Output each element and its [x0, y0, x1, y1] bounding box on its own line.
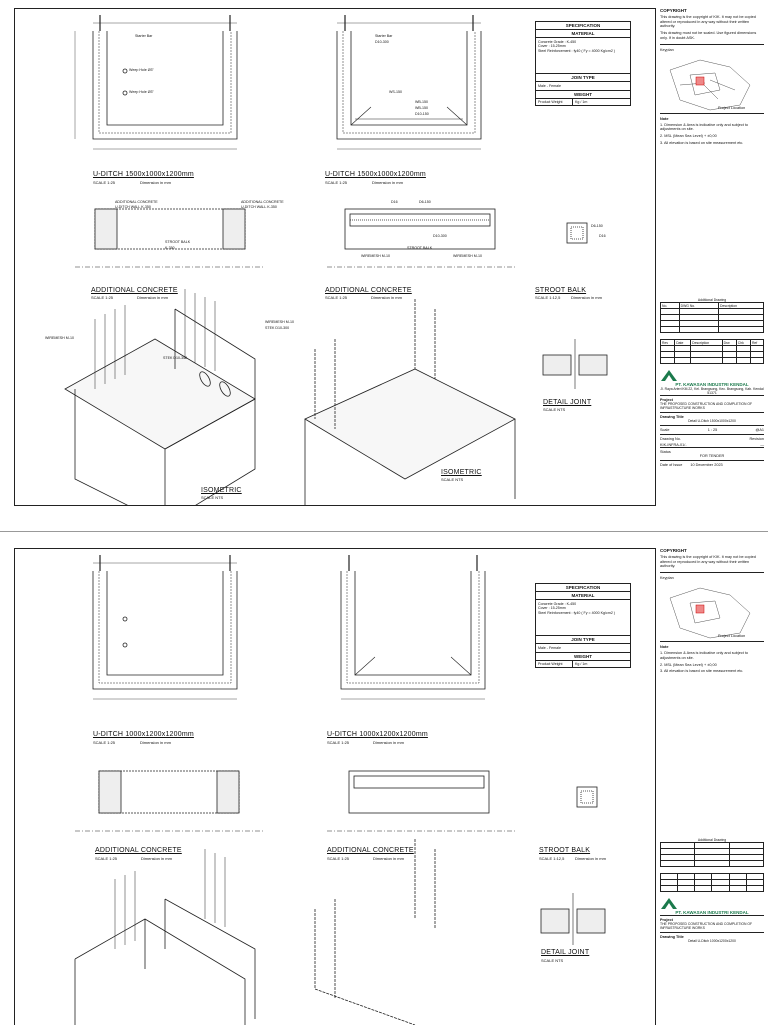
drawing-title: ADDITIONAL CONCRETE	[91, 287, 178, 294]
col-header: Description	[719, 303, 764, 309]
annotation-label: WS-150	[389, 90, 402, 94]
field-label: Scale	[660, 428, 670, 432]
spec-steel-label: Steel Reinforcement	[538, 48, 571, 53]
col-header: Description	[691, 340, 722, 346]
note-item: 1. Dimension & Area is indicative only and subject to adjustments on site.	[660, 122, 749, 132]
note-heading: Note	[660, 645, 669, 650]
spec-weight-row	[536, 661, 630, 667]
spec-steel-label: Steel Reinforcement	[538, 610, 571, 615]
spec-material-body: Concrete Grade : K-450 Cover : 15-25mm Steel Reinforcement : fy40 ( Fy = 4000 Kg/cm2 )	[536, 600, 630, 636]
spec-steel-value: fy40 ( Fy = 4000 Kg/cm2 )	[573, 610, 616, 615]
copyright-heading: COPYRIGHT	[660, 548, 687, 553]
field-value: —	[760, 443, 764, 447]
company-name: PT. KAWASAN INDUSTRI KENDAL	[675, 910, 749, 915]
spec-weight-label: Product Weight	[536, 99, 573, 105]
drawing-scale: SCALE 1:25	[325, 180, 348, 185]
copyright-text: This drawing is the copyright of KIK. It may not be copied altered or reproduced in any way without their written authority.	[660, 555, 756, 569]
project-location-label: Project Location	[718, 105, 746, 110]
note-heading: Note	[660, 116, 669, 121]
field-label: Status	[660, 450, 671, 454]
annotation-label: D10-300	[375, 40, 389, 44]
drawing-units: Dimension in mm	[141, 856, 172, 861]
annotation-label: Weep Hole Ø3"	[129, 90, 154, 94]
drawing-no-field	[660, 434, 764, 443]
field-value: FOR TENDER	[699, 454, 725, 458]
additional-drawing-grid	[660, 842, 764, 867]
spec-concrete-value: K-450	[566, 602, 577, 606]
spec-concrete-label: Concrete Grade	[538, 602, 564, 606]
drawing-title: U-DITCH 1000x1200x1200mm	[327, 731, 428, 738]
project-location-label: Project Location	[718, 634, 746, 639]
divider	[660, 44, 764, 45]
drawing-scale: SCALE 1:25	[91, 295, 114, 300]
drawing-title: DETAIL JOINT	[543, 399, 592, 406]
spec-title: SPECIFICATION	[536, 22, 630, 30]
spec-cover-label: Cover	[538, 44, 548, 49]
note-item: 3. All elevation is based on site measurement etc.	[660, 669, 744, 674]
spec-cover-value: 15-25mm	[550, 606, 566, 611]
company-name: PT. KAWASAN INDUSTRI KENDAL	[675, 382, 749, 387]
drawing-scale: SCALE 1:25	[325, 295, 348, 300]
drawing-units: Dimension in mm	[372, 180, 403, 185]
company-logo-icon	[660, 368, 678, 382]
drawing-scale: SCALE 1:12,5	[539, 856, 565, 861]
drawing-scale: SCALE NTS	[441, 477, 464, 482]
additional-drawing-table	[660, 838, 764, 945]
note-item: 2. MSL (Mean Sea Level) + ±0,00	[660, 134, 717, 139]
drawing-sheet-2	[14, 548, 656, 1025]
drawing-title-field	[660, 932, 764, 945]
copyright-text-2: This drawing must not be scaled. Use figured dimensions only. If in doubt ASK.	[660, 31, 757, 40]
revision-table	[660, 339, 764, 364]
annotation-label: WB-150	[415, 100, 428, 104]
field-value: 10 December 2023	[690, 463, 723, 467]
col-header: Drw	[722, 340, 736, 346]
spec-weight-value: Kg / 1m	[575, 662, 588, 667]
title-block-2	[660, 548, 764, 1024]
divider	[660, 572, 764, 573]
project-field	[660, 395, 764, 412]
drawing-units: Dimension in mm	[137, 295, 168, 300]
spec-cover-label: Cover	[538, 606, 548, 611]
drawing-title: ISOMETRIC	[441, 469, 482, 476]
field-label: Drawing No.	[660, 437, 681, 441]
spec-concrete-value: K-450	[566, 40, 577, 44]
keyplan-heading: Keyplan	[660, 576, 674, 581]
spec-cover-value: 15-25mm	[550, 44, 566, 49]
drawing-title: ADDITIONAL CONCRETE	[95, 847, 182, 854]
status-field	[660, 447, 764, 460]
col-header: Chk	[736, 340, 750, 346]
revision-table	[660, 873, 764, 892]
drawing-title: U-DITCH 1500x1000x1200mm	[325, 171, 426, 178]
field-label: Project	[660, 918, 673, 922]
annotation-label: WIREMESH M-10	[361, 254, 390, 258]
annotation-label: WB-150	[415, 106, 428, 110]
drawing-scale: SCALE 1:25	[327, 740, 350, 745]
company-address: Jl. Raya Arteri KM.22, Kel. Brangsong, Kec. Brangsong, Kab. Kendal 51371	[660, 387, 764, 395]
field-label: Date of Issue	[660, 463, 683, 467]
annotation-label: STROOT BALK	[407, 246, 433, 250]
spec-material: MATERIAL	[536, 30, 630, 38]
annotation-label: D16	[599, 234, 606, 238]
col-header: Date	[675, 340, 691, 346]
field-label: Drawing Title	[660, 415, 684, 419]
additional-drawing-heading: Additional Drawing	[697, 838, 727, 842]
col-header: Rev	[661, 340, 675, 346]
drawing-scale: SCALE NTS	[541, 958, 564, 963]
drawing-title: ISOMETRIC	[201, 487, 242, 494]
field-value: Detail U-Ditch 1000x1200x1200	[688, 939, 736, 943]
issue-field	[660, 460, 764, 469]
annotation-label: ADDITIONAL CONCRETE	[241, 200, 284, 204]
field-value: KIK-INFRA-01/-	[660, 443, 687, 447]
field-value: @A1	[755, 428, 764, 432]
title-block-1	[660, 8, 764, 518]
annotation-label: D16	[391, 200, 398, 204]
annotation-label: D6-150	[419, 200, 431, 204]
annotation-label: WIREMESH M-10	[265, 320, 294, 324]
company-logo-icon	[660, 896, 678, 910]
spec-join-title: JOIN TYPE	[536, 636, 630, 644]
spec-steel-value: fy40 ( Fy = 4000 Kg/cm2 )	[573, 48, 616, 53]
drawing-scale: SCALE 1:25	[93, 180, 116, 185]
drawing-units: Dimension in mm	[373, 856, 404, 861]
annotation-label: STEK D10-300	[265, 326, 290, 330]
drawing-scale: SCALE 1:12,5	[535, 295, 561, 300]
drawing-title-field	[660, 412, 764, 425]
drawing-title: STROOT BALK	[539, 847, 591, 854]
drawing-scale: SCALE 1:25	[93, 740, 116, 745]
spec-join-value: Male - Female	[536, 82, 630, 91]
drawing-title: ADDITIONAL CONCRETE	[325, 287, 412, 294]
drawing-units: Dimension in mm	[373, 740, 404, 745]
keyplan-heading: Keyplan	[660, 47, 674, 52]
col-header: DWG No.	[679, 303, 718, 309]
drawing-title: U-DITCH 1000x1200x1200mm	[93, 731, 194, 738]
drawing-scale: SCALE 1:25	[327, 856, 350, 861]
drawing-units: Dimension in mm	[571, 295, 602, 300]
annotation-label: D10-150	[415, 112, 429, 116]
field-value: THE PROPOSED CONSTRUCTION AND COMPLETION OF INFRASTRUCTURE WORKS	[660, 402, 753, 410]
col-header: No.	[661, 303, 680, 309]
spec-weight-title: WEIGHT	[536, 91, 630, 99]
annotation-label: Starter Bar	[375, 34, 393, 38]
drawing-units: Dimension in mm	[575, 856, 606, 861]
note-item: 2. MSL (Mean Sea Level) + ±0,00	[660, 662, 717, 667]
note-item: 3. All elevation is based on site measurement etc.	[660, 140, 744, 145]
spec-material-body: Concrete Grade : K-450 Cover : 15-25mm Steel Reinforcement : fy40 ( Fy = 4000 Kg/cm2 )	[536, 38, 630, 74]
drawing-title: DETAIL JOINT	[541, 949, 590, 956]
company-logo	[660, 896, 764, 910]
annotation-label: U-DITCH WALL K-350	[115, 205, 151, 209]
annotation-label: STEK D10-300	[163, 356, 188, 360]
specification-table	[535, 583, 631, 668]
spec-title: SPECIFICATION	[536, 584, 630, 592]
col-header: Ref	[750, 340, 763, 346]
additional-drawing-grid	[660, 302, 764, 333]
specification-table	[535, 21, 631, 106]
field-value: Detail U-Ditch 1500x1000x1200	[688, 419, 736, 423]
sheet-separator	[0, 531, 768, 532]
annotation-label: U-DITCH WALL K-350	[241, 205, 277, 209]
drawing-scale: SCALE 1:25	[95, 856, 118, 861]
spec-concrete-label: Concrete Grade	[538, 40, 564, 44]
annotation-label: ADDITIONAL CONCRETE	[115, 200, 158, 204]
spec-join-value: Male - Female	[536, 644, 630, 653]
drawing-title: STROOT BALK	[535, 287, 587, 294]
copyright-text: This drawing is the copyright of KIK. It may not be copied altered or reproduced in any way without their written authority.	[660, 15, 756, 29]
drawing-scale: SCALE NTS	[543, 407, 566, 412]
project-field	[660, 915, 764, 932]
additional-drawing-heading: Additional Drawing	[697, 298, 727, 302]
annotation-label: K-350	[165, 246, 175, 250]
drawing-units: Dimension in mm	[140, 740, 171, 745]
field-value: THE PROPOSED CONSTRUCTION AND COMPLETION OF INFRASTRUCTURE WORKS	[660, 922, 753, 930]
drawing-scale: SCALE NTS	[201, 495, 224, 500]
field-label: Drawing Title	[660, 935, 684, 939]
field-value: 1 : 25	[707, 428, 718, 432]
note-item: 1. Dimension & Area is indicative only and subject to adjustments on site.	[660, 651, 749, 660]
annotation-label: WIREMESH M-10	[45, 336, 74, 340]
annotation-label: D10-300	[433, 234, 447, 238]
scale-field	[660, 425, 764, 434]
spec-join-title: JOIN TYPE	[536, 74, 630, 82]
annotation-label: WIREMESH M-10	[453, 254, 482, 258]
company-logo	[660, 368, 764, 382]
additional-drawing-table	[660, 298, 764, 469]
annotation-label: Weep Hole Ø3"	[129, 68, 154, 72]
spec-weight-row	[536, 99, 630, 105]
annotation-label: STROOT BALK	[165, 240, 191, 244]
drawing-title: U-DITCH 1500x1000x1200mm	[93, 171, 194, 178]
copyright-heading: COPYRIGHT	[660, 8, 687, 13]
field-label: Project	[660, 398, 673, 402]
drawing-title: ADDITIONAL CONCRETE	[327, 847, 414, 854]
field-label: Revision	[749, 437, 764, 441]
annotation-label: Starter Bar	[135, 34, 153, 38]
spec-weight-title: WEIGHT	[536, 653, 630, 661]
annotation-label: D6-150	[591, 224, 603, 228]
spec-weight-label: Product Weight	[536, 661, 573, 667]
spec-material: MATERIAL	[536, 592, 630, 600]
drawing-units: Dimension in mm	[140, 180, 171, 185]
drawing-units: Dimension in mm	[371, 295, 402, 300]
spec-weight-value: Kg / 1m	[575, 100, 588, 105]
drawing-sheet-1	[14, 8, 656, 506]
